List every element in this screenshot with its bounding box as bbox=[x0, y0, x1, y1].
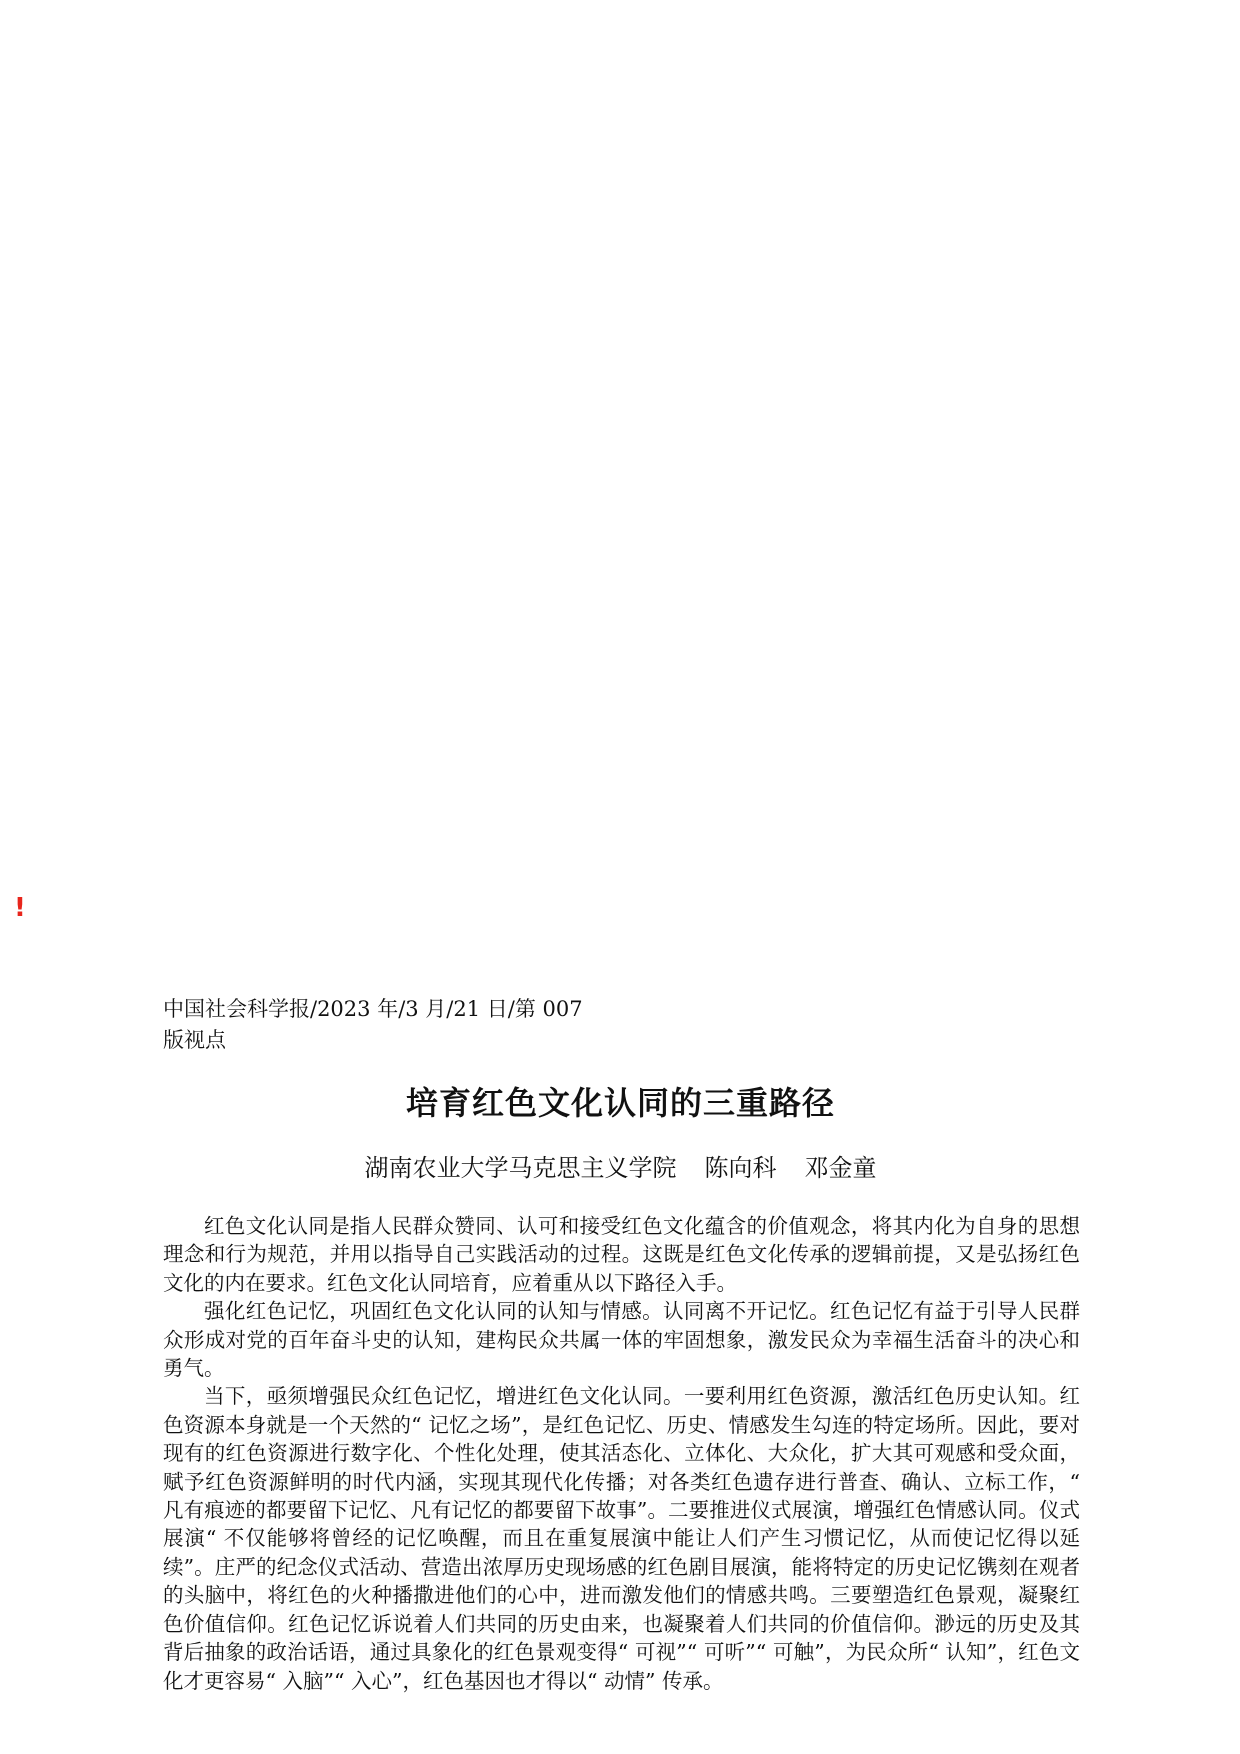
article-title: 培育红色文化认同的三重路径 bbox=[405, 1084, 835, 1122]
paragraph: 强化红色记忆，巩固红色文化认同的认知与情感。认同离不开记忆。红色记忆有益于引导人民群众形成对党的百年奋斗史的认知，建构民众共属一体的牢固想象，激发民众为幸福生活奋斗的决心和勇气。 bbox=[163, 1299, 1080, 1381]
source-line-2: 版视点 bbox=[163, 1028, 226, 1052]
warning-mark: ! bbox=[14, 893, 26, 923]
source-line-1: 中国社会科学报/2023 年/3 月/21 日/第 007 bbox=[163, 997, 583, 1021]
paragraph: 红色文化认同是指人民群众赞同、认可和接受红色文化蕴含的价值观念，将其内化为自身的思想理念和行为规范，并用以指导自己实践活动的过程。这既是红色文化传承的逻辑前提，又是弘扬红色文化的内在要求。红色文化认同培育，应着重从以下路径入手。 bbox=[163, 1214, 1080, 1295]
author-name: 陈向科 bbox=[704, 1154, 777, 1182]
author-name: 邓金童 bbox=[804, 1154, 877, 1182]
author-affiliation: 湖南农业大学马克思主义学院 bbox=[364, 1154, 677, 1182]
source-citation bbox=[163, 994, 583, 1056]
paragraph: 当下，亟须增强民众红色记忆，增进红色文化认同。一要利用红色资源，激活红色历史认知。红色资源本身就是一个天然的“ 记忆之场”，是红色记忆、历史、情感发生勾连的特定场所。因此，要对现有的红色资源进行数字化、个性化处理，使其活态化、立体化、大众化，扩大其可观感和受众面，赋予红色资源鲜明的时代内涵，实现其现代化传播；对各类红色遗存进行普查、确认、立标工作，“ 凡有痕迹的都要留下记忆、凡有记忆的都要留下故事”。二要推进仪式展演，增强红色情感认同。仪式展演“ 不仅能够将曾经的记忆唤醒，而且在重复展演中能让人们产生习惯记忆，从而使记忆得以延续”。庄严的纪念仪式活动、营造出浓厚历史现场感的红色剧目展演，能将特定的历史记忆镌刻在观者的头脑中，将红色的火种播撒进他们的心中，进而激发他们的情感共鸣。三要塑造红色景观，凝聚红色价值信仰。红色记忆诉说着人们共同的历史由来，也凝聚着人们共同的价值信仰。渺远的历史及其背后抽象的政治话语，通过具象化的红色景观变得“ 可视”“ 可听”“ 可触”，为民众所“ 认知”，红色文化才更容易“ 入脑”“ 入心”，红色基因也才得以“ 动情” 传承。 bbox=[163, 1384, 1080, 1693]
article-body bbox=[163, 1212, 1080, 1695]
byline bbox=[163, 1151, 1078, 1185]
